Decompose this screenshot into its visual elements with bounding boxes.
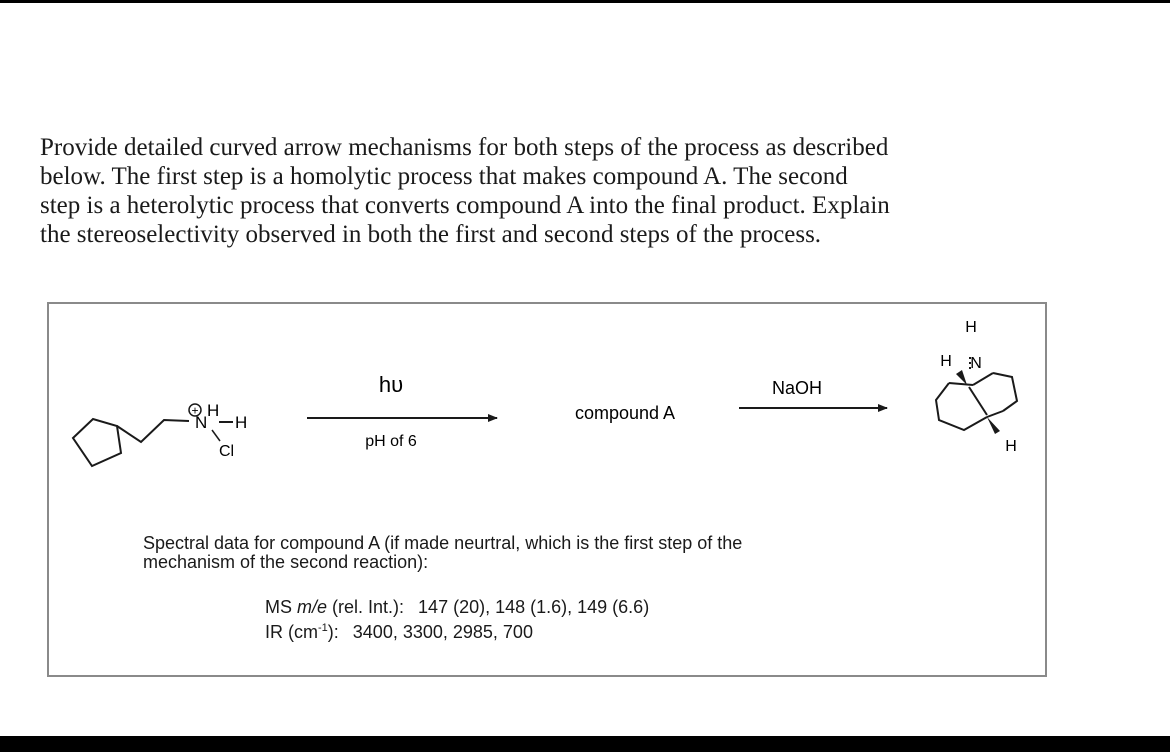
reactant-h-right: H xyxy=(235,413,248,432)
reactant-n: N xyxy=(195,413,208,432)
top-rule xyxy=(0,0,1170,3)
product-h-left: H xyxy=(940,353,952,370)
bottom-bar xyxy=(0,736,1170,752)
ms-label-suffix: (rel. Int.): xyxy=(327,597,405,617)
cyclopentane-ring xyxy=(73,419,121,466)
product-n: N xyxy=(970,355,982,372)
question-line: Provide detailed curved arrow mechanisms for both steps of the process as described xyxy=(40,134,889,161)
question-line: below. The first step is a homolytic process that makes compound A. The second xyxy=(40,163,848,190)
spectral-heading-line: Spectral data for compound A (if made neurtral, which is the first step of the xyxy=(143,533,743,553)
n-cl-bond xyxy=(212,430,220,441)
product-wedge-bottom xyxy=(987,417,1000,434)
question-line: step is a heterolytic process that converts compound A into the final product. Explain xyxy=(40,192,890,219)
reaction-scheme-drawing xyxy=(49,304,1045,675)
reactant-h-top: H xyxy=(207,401,220,420)
ethyl-chain xyxy=(117,420,189,442)
compound-a-label: compound A xyxy=(574,403,676,423)
product-h-nh: H xyxy=(965,319,977,336)
step1-reagent-hv: hυ xyxy=(378,372,404,397)
positive-charge-label: + xyxy=(191,403,199,418)
ir-label-suffix: ): xyxy=(327,622,339,642)
reactant-structure xyxy=(73,419,233,466)
ir-label-sup: -1 xyxy=(318,622,328,634)
spectral-data-heading xyxy=(143,534,742,572)
step2-reagent: NaOH xyxy=(771,378,823,398)
ms-label-prefix: MS xyxy=(265,597,298,617)
reaction-scheme-box xyxy=(47,302,1047,677)
ir-label-prefix: IR (cm xyxy=(265,622,318,642)
step1-condition: pH of 6 xyxy=(365,433,417,450)
ir-data xyxy=(265,622,533,643)
product-h-bottom: H xyxy=(1005,438,1017,455)
question-line: the stereoselectivity observed in both the first and second steps of the process. xyxy=(40,221,822,248)
question-text xyxy=(40,133,1130,249)
ir-values: 3400, 3300, 2985, 700 xyxy=(352,622,533,642)
reactant-cl: Cl xyxy=(219,443,235,460)
ms-values: 147 (20), 148 (1.6), 149 (6.6) xyxy=(418,597,650,617)
ms-label-me: m/e xyxy=(297,597,328,617)
spectral-heading-line: mechanism of the second reaction): xyxy=(143,552,429,572)
ms-data xyxy=(265,597,649,618)
